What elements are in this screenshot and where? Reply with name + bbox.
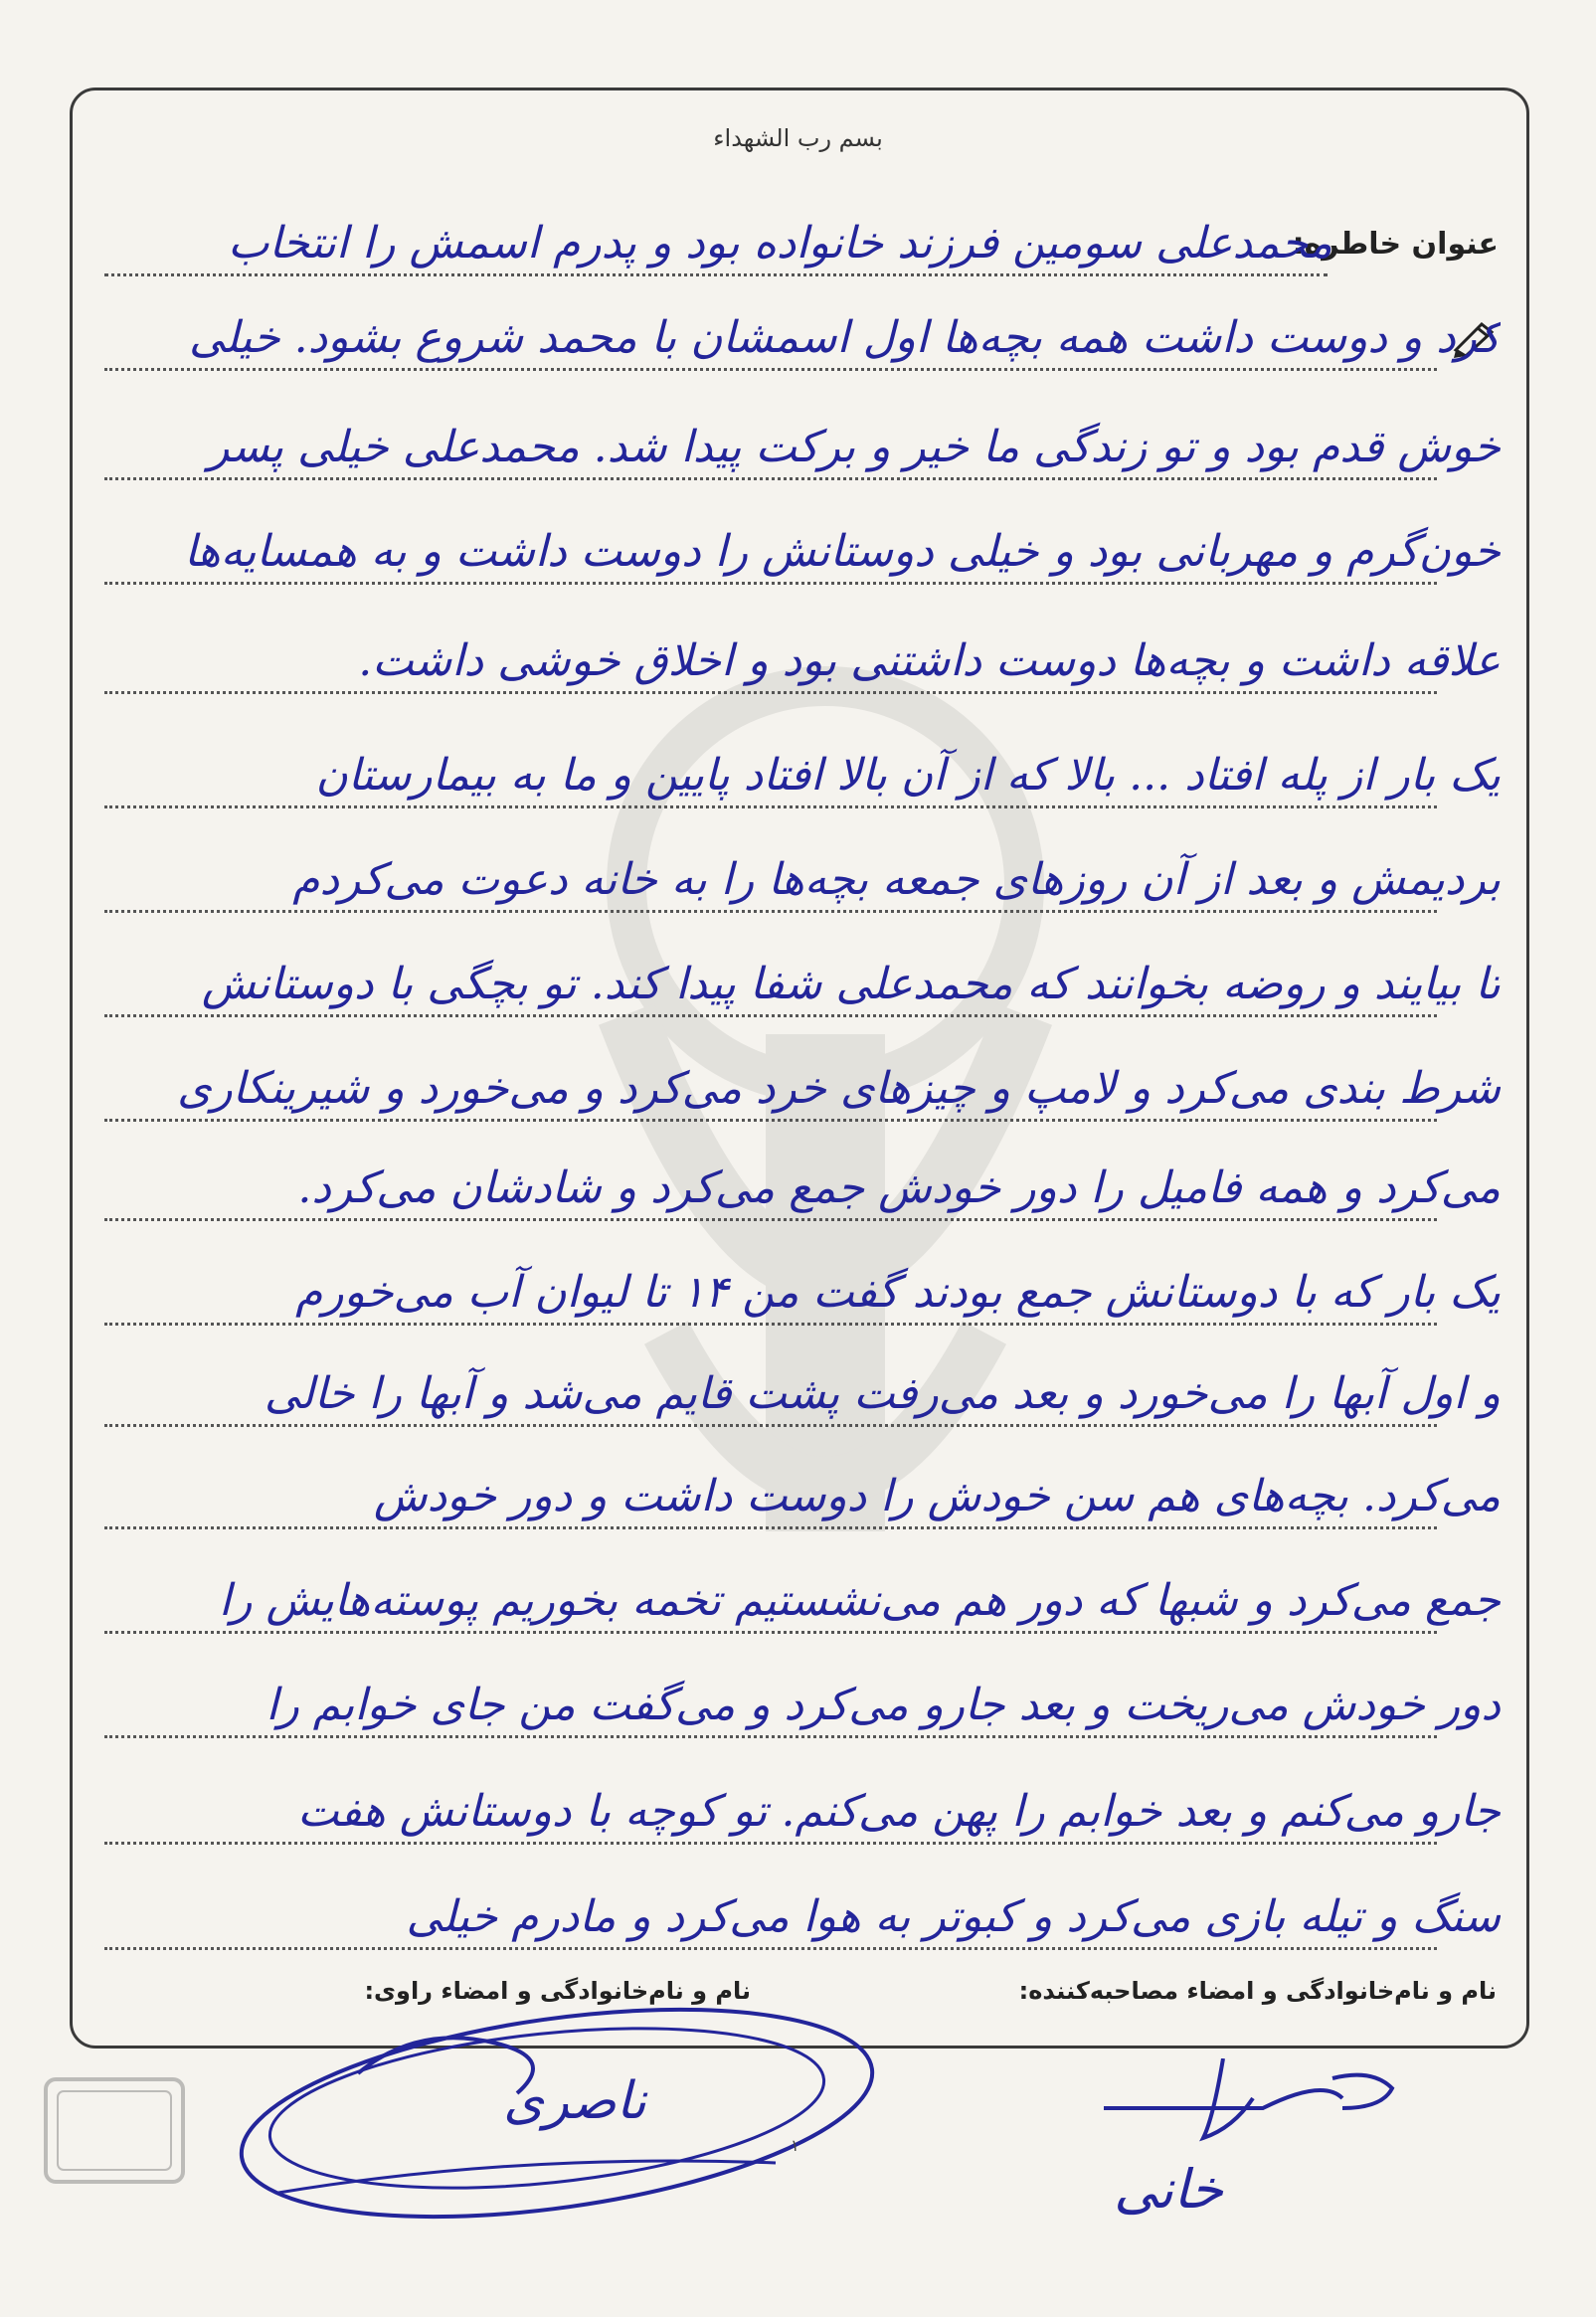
ruled-line [104,1014,1437,1017]
memoir-line: دور خودش می‌ریخت و بعد جارو می‌کرد و می‌گفت من جای خوابم را [266,1680,1501,1730]
memoir-line: جمع می‌کرد و شبها که دور هم می‌نشستیم تخمه بخوریم پوسته‌هایش را [219,1575,1501,1626]
narrator-signature-label: نام و نام‌خانوادگی و امضاء راوی: [364,1977,751,2005]
memoir-line: و اول آبها را می‌خورد و بعد می‌رفت پشت قایم می‌شد و آبها را خالی [264,1368,1501,1419]
memoir-line: می‌کرد. بچه‌های هم سن خودش را دوست داشت و دور خودش [373,1471,1501,1521]
narrator-name: ناصری [503,2071,646,2131]
bismillah-header: بسم رب الشهداء [713,124,883,152]
ruled-line [104,582,1437,585]
ruled-line [104,1526,1437,1529]
memoir-line: یک بار که با دوستانش جمع بودند گفت من ۱۴ تا لیوان آب می‌خورم [295,1267,1501,1318]
memoir-line: کرد و دوست داشت همه بچه‌ها اول اسمشان با محمد شروع بشود. خیلی [188,312,1501,363]
interviewer-signature-label: نام و نام‌خانوادگی و امضاء مصاحبه‌کننده: [1018,1977,1497,2005]
ruled-line [104,910,1437,913]
memoir-line: جارو می‌کنم و بعد خوابم را پهن می‌کنم. تو کوچه با دوستانش هفت [297,1786,1501,1837]
ruled-line [104,477,1437,480]
memoir-line: خوش قدم بود و تو زندگی ما خیر و برکت پیدا شد. محمدعلی خیلی پسر [208,422,1501,472]
narrator-signature [219,1964,935,2223]
ruled-line [104,805,1437,808]
ruled-line [104,368,1437,371]
ruled-line [104,1842,1437,1845]
faded-stamp [40,2073,189,2188]
memoir-title-label: عنوان خاطره: [1292,227,1499,262]
ruled-line [104,1735,1437,1738]
memoir-line: شرط بندی می‌کرد و لامپ و چیزهای خرد می‌کرد و می‌خورد و شیرینکاری [177,1063,1501,1114]
ruled-line [104,1323,1437,1326]
memoir-line: می‌کرد و همه فامیل را دور خودش جمع می‌کرد و شادشان می‌کرد. [297,1162,1501,1213]
ruled-line [104,1218,1437,1221]
memoir-line: خون‌گرم و مهربانی بود و خیلی دوستانش را دوست داشت و به همسایه‌ها [184,526,1501,577]
memoir-line: علاقه داشت و بچه‌ها دوست داشتنی بود و اخلاق خوشی داشت. [358,635,1501,686]
ruled-line [104,273,1328,276]
interviewer-signature [1084,2058,1442,2237]
memoir-line: محمدعلی سومین فرزند خانواده بود و پدرم اسمش را انتخاب [228,218,1332,268]
memoir-line: بردیمش و بعد از آن روزهای جمعه بچه‌ها را به خانه دعوت می‌کردم [292,854,1501,905]
memoir-line: تا بیایند و روضه بخوانند که محمدعلی شفا پیدا کند. تو بچگی با دوستانش [201,959,1501,1009]
interviewer-name: خانی [1114,2158,1223,2221]
memoir-line: یک بار از پله افتاد ... بالا که از آن بالا افتاد پایین و ما به بیمارستان [315,750,1501,801]
ruled-line [104,1947,1437,1950]
memoir-line: سنگ و تیله بازی می‌کرد و کبوتر به هوا می‌کرد و مادرم خیلی [406,1891,1501,1942]
ruled-line [104,691,1437,694]
ruled-line [104,1631,1437,1634]
ruled-line [104,1119,1437,1122]
page-number: ۱ [791,2136,799,2155]
ruled-line [104,1424,1437,1427]
